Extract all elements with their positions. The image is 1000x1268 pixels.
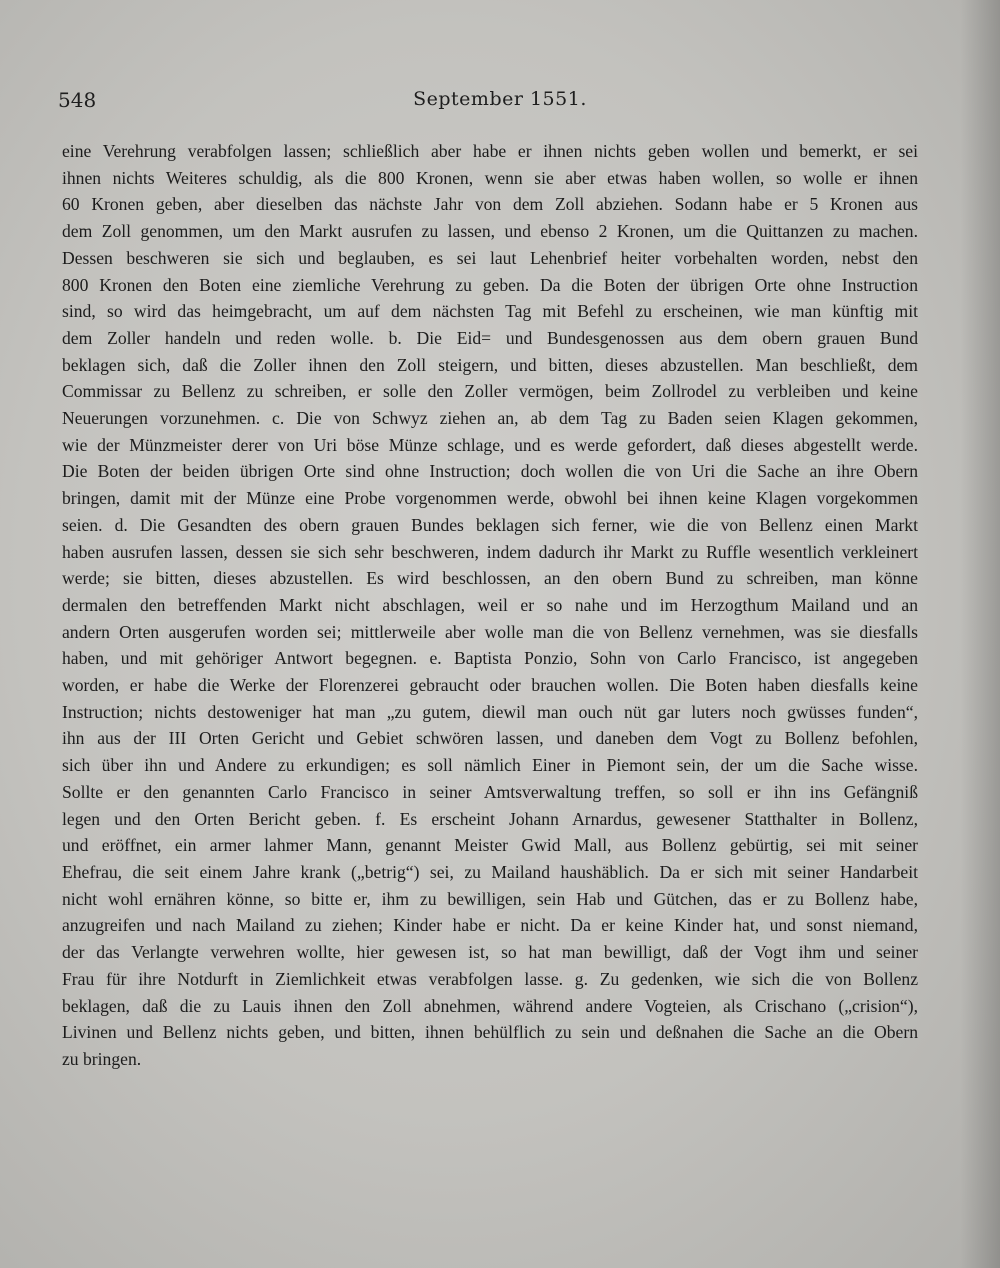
text-line: Commissar zu Bellenz zu schreiben, er solle den Zoller vermögen, beim Zollrodel zu verbleiben und keine — [62, 381, 918, 402]
text-line: legen und den Orten Bericht geben. f. Es erscheint Johann Arnardus, gewesener Statthalter in Bollenz, — [62, 808, 918, 829]
text-line: eine Verehrung verabfolgen lassen; schließlich aber habe er ihnen nichts geben wollen und bemerkt, er sei — [62, 141, 918, 161]
running-head: September 1551. — [413, 88, 587, 110]
text-line: Sollte er den genannten Carlo Francisco in seiner Amtsverwaltung treffen, so soll er ihn ins Gefängniß — [62, 781, 918, 802]
text-line: worden, er habe die Werke der Florenzerei gebraucht oder brauchen wollen. Die Boten haben diesfalls keine — [62, 675, 918, 696]
text-line: beklagen sich, daß die Zoller ihnen den Zoll steigern, und bitten, dieses abzustellen. Man beschließt, dem — [62, 354, 918, 375]
text-line: beklagen, daß die zu Lauis ihnen den Zoll abnehmen, während andere Vogteien, als Crischano („crision“), — [62, 995, 918, 1016]
page-shadow — [960, 0, 1000, 1268]
text-line: und eröffnet, ein armer lahmer Mann, genannt Meister Gwid Mall, aus Bollenz gebürtig, sei mit seiner — [62, 835, 918, 856]
text-line: Livinen und Bellenz nichts geben, und bitten, ihnen behülflich zu sein und deßnahen die Sache an die Obern — [62, 1022, 918, 1043]
text-line: dermalen den betreffenden Markt nicht abschlagen, weil er so nahe und im Herzogthum Mailand und an — [62, 594, 918, 615]
text-line: dem Zoll genommen, um den Markt ausrufen zu lassen, und ebenso 2 Kronen, um die Quittanzen zu machen. — [62, 221, 918, 242]
text-line: sind, so wird das heimgebracht, um auf dem nächsten Tag mit Befehl zu erscheinen, wie man künftig mit — [62, 301, 918, 322]
text-line: der das Verlangte verwehren wollte, hier gewesen ist, so hat man bewilligt, daß der Vogt ihm und seiner — [62, 942, 918, 963]
text-line: bringen, damit mit der Münze eine Probe vorgenommen werde, obwohl bei ihnen keine Klagen vorgekommen — [62, 488, 918, 509]
body-text — [62, 138, 918, 1073]
text-line: nicht wohl ernähren könne, so bitte er, ihm zu bewilligen, sein Hab und Gütchen, das er zu Bollenz habe, — [62, 888, 918, 909]
text-line: Frau für ihre Notdurft in Ziemlichkeit etwas verabfolgen lasse. g. Zu gedenken, wie sich die von Bollenz — [62, 968, 918, 989]
text-line: 800 Kronen den Boten eine ziemliche Verehrung zu geben. Da die Boten der übrigen Orte ohne Instruction — [62, 274, 918, 295]
text-line: ihnen nichts Weiteres schuldig, als die 800 Kronen, wenn sie aber etwas haben wollen, so wolle er ihnen — [62, 167, 918, 188]
text-line: seien. d. Die Gesandten des obern grauen Bundes beklagen sich ferner, wie die von Bellenz einen Markt — [62, 514, 918, 535]
text-line: ihn aus der III Orten Gericht und Gebiet schwören lassen, und daneben dem Vogt zu Bollenz befohlen, — [62, 728, 918, 749]
text-line: anzugreifen und nach Mailand zu ziehen; Kinder habe er nicht. Da er keine Kinder hat, und sonst niemand, — [62, 915, 918, 936]
text-line: Dessen beschweren sie sich und beglauben, es sei laut Lehenbrief heiter vorbehalten worden, nebst den — [62, 247, 918, 268]
text-line: Ehefrau, die seit einem Jahre krank („betrig“) sei, zu Mailand haushäblich. Da er sich mit seiner Handarbeit — [62, 861, 918, 882]
text-line: sich über ihn und Andere zu erkundigen; es soll nämlich Einer in Piemont sein, der um die Sache wisse. — [62, 755, 918, 776]
text-line: Neuerungen vorzunehmen. c. Die von Schwyz ziehen an, ab dem Tag zu Baden seien Klagen gekommen, — [62, 408, 918, 429]
text-line: wie der Münzmeister derer von Uri böse Münze schlage, und es werde gefordert, daß dieses abgestellt werde. — [62, 434, 918, 455]
page-number: 548 — [58, 88, 97, 112]
text-line: dem Zoller handeln und reden wolle. b. Die Eid= und Bundesgenossen aus dem obern grauen Bund — [62, 327, 918, 348]
text-line: haben, und mit gehöriger Antwort begegnen. e. Baptista Ponzio, Sohn von Carlo Francisco, ist angegeben — [62, 648, 918, 669]
text-line: Die Boten der beiden übrigen Orte sind ohne Instruction; doch wollen die von Uri die Sache an ihre Obern — [62, 461, 918, 482]
text-line: haben ausrufen lassen, dessen sie sich sehr beschweren, indem dadurch ihr Markt zu Ruffle wesentlich verkleinert — [62, 541, 918, 562]
text-line: andern Orten ausgerufen worden sei; mittlerweile aber wolle man die von Bellenz vernehmen, was sie diesfalls — [62, 621, 918, 642]
text-line: zu bringen. — [62, 1048, 142, 1069]
text-line: Instruction; nichts destoweniger hat man „zu gutem, diewil man ouch nüt gar luters noch gwüsses funden“, — [62, 701, 918, 722]
text-line: werde; sie bitten, dieses abzustellen. Es wird beschlossen, an den obern Bund zu schreiben, man könne — [62, 568, 918, 589]
text-line: 60 Kronen geben, aber dieselben das nächste Jahr von dem Zoll abziehen. Sodann habe er 5 Kronen aus — [62, 194, 918, 215]
